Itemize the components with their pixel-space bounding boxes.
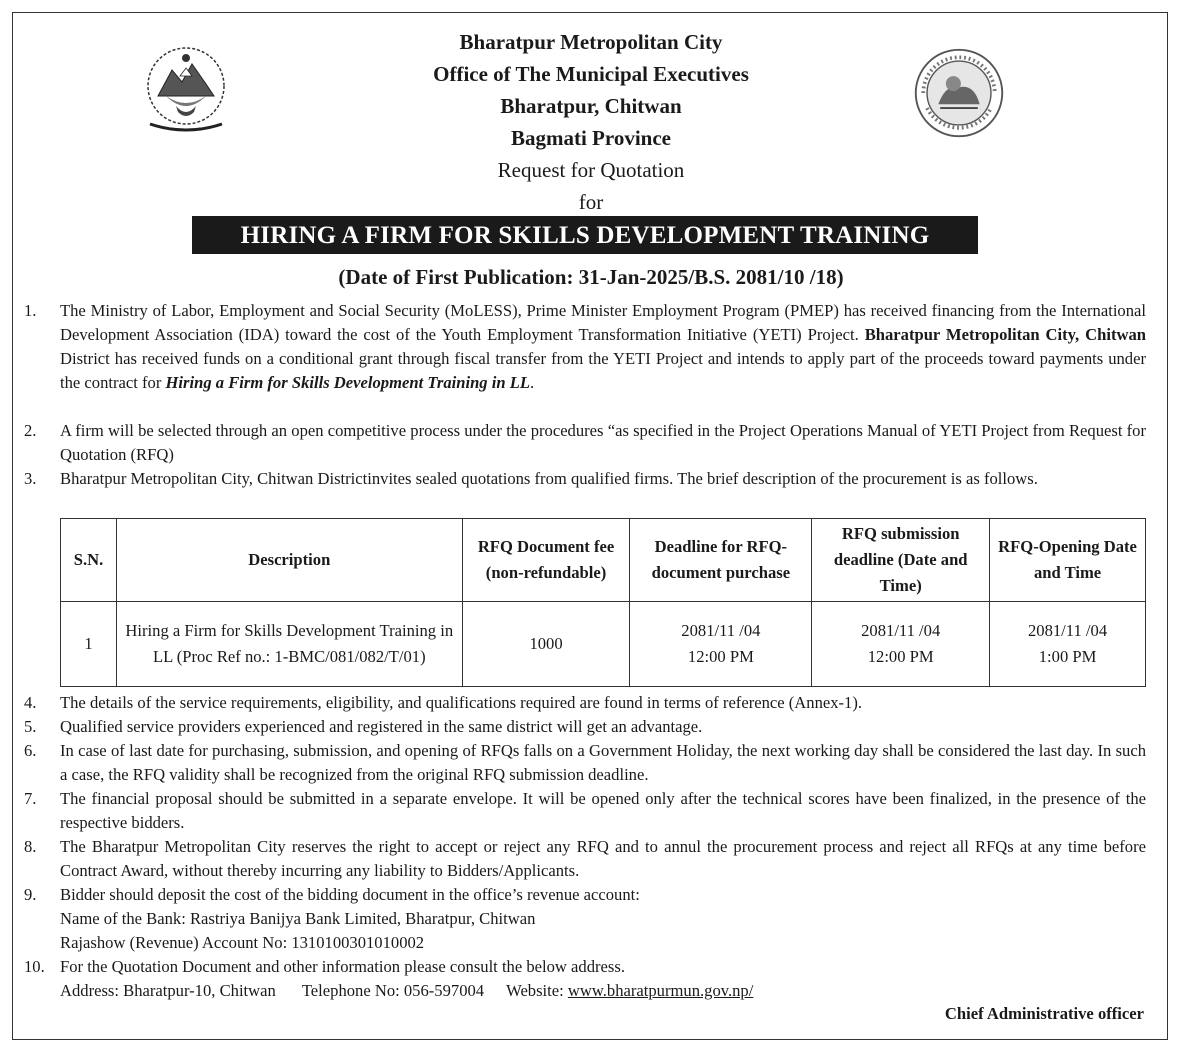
cell-opening [990,602,1146,687]
clause-text [60,955,1146,1003]
clause-text: The Bharatpur Metropolitan City reserves the right to accept or reject any RFQ and to annul the procurement process and reject all RFQs at any time before Contract Award, without thereby incurring any liability to Bidders/Applicants. [60,837,1146,880]
col-header-deadline-purchase: Deadline for RFQ-document purchase [630,519,812,602]
clause-number: 3. [24,469,37,488]
website-link[interactable]: www.bharatpurmun.gov.np/ [567,981,754,1000]
clause-10 [24,955,1146,1003]
table-row [61,602,1146,687]
office-subtitle: Office of The Municipal Executives [433,62,749,86]
procurement-table [60,518,1146,687]
purchase-time: 12:00 PM [687,647,754,666]
submission-date: 2081/11 /04 [861,621,941,640]
col-header-opening: RFQ-Opening Date and Time [990,519,1146,602]
clause-4 [24,691,1146,715]
clause-1-contract-name: Hiring a Firm for Skills Development Training in LL [165,373,531,392]
clause-number: 8. [24,837,37,856]
office-province: Bagmati Province [510,126,671,150]
clause-text: In case of last date for purchasing, submission, and opening of RFQs falls on a Government Holiday, the next working day shall be considered the last day. In such a case, the RFQ validity shall be recognized from the original RFQ submission deadline. [60,741,1146,784]
clause-text: Bharatpur Metropolitan City, Chitwan Districtinvites sealed quotations from qualified firms. The brief description of the procurement is as follows. [60,469,1038,488]
account-number: Rajashow (Revenue) Account No: 1310100301010002 [60,933,425,952]
cell-description: Hiring a Firm for Skills Development Training in LL (Proc Ref no.: 1-BMC/081/082/T/01) [116,602,462,687]
notice-for: for [578,190,604,214]
contact-instruction: For the Quotation Document and other information please consult the below address. [60,957,625,976]
office-header [0,26,1182,218]
clause-number: 5. [24,717,37,736]
opening-date: 2081/11 /04 [1027,621,1108,640]
opening-time: 1:00 PM [1038,647,1097,666]
clause-7 [24,787,1146,835]
clause-number: 10. [24,957,45,976]
contact-line [60,979,1146,1003]
clause-number: 2. [24,421,37,440]
clause-5 [24,715,1146,739]
clause-text: The financial proposal should be submitted in a separate envelope. It will be opened only after the technical scores have been finalized, in the presence of the respective bidders. [60,789,1146,832]
purchase-date: 2081/11 /04 [681,621,761,640]
website-label: Website: [506,981,568,1000]
clause-6 [24,739,1146,787]
office-name: Bharatpur Metropolitan City [459,30,723,54]
clause-1-part-a: The Ministry of Labor, Employment and Social Security (MoLESS), Prime Minister Employment Program (PMEP) has received financing from the International Development Association (IDA) toward the cost of the Youth Employment Transformation Initiative (YETI) Project. [60,301,1146,344]
clause-1 [24,299,1146,395]
col-header-fee: RFQ Document fee (non-refundable) [462,519,630,602]
clause-number: 7. [24,789,37,808]
telephone: Telephone No: 056-597004 [301,981,485,1000]
clause-number: 4. [24,693,37,712]
signatory-title: Chief Administrative officer [944,1004,1144,1023]
office-address: Address: Bharatpur-10, Chitwan [60,981,276,1000]
clause-number: 6. [24,741,37,760]
col-header-sn: S.N. [61,519,117,602]
col-header-deadline-submission: RFQ submission deadline (Date and Time) [812,519,990,602]
clause-1-municipality: Bharatpur Metropolitan City, Chitwan [864,325,1146,344]
clause-text [60,883,1146,955]
clause-number: 1. [24,301,37,320]
clause-1-part-c: District has received funds on a conditional grant through fiscal transfer from the YETI Project and intends to apply part of the proceeds toward payments under the contract for [60,349,1146,392]
cell-sn: 1 [61,602,117,687]
submission-time: 12:00 PM [867,647,934,666]
table-header-row [61,519,1146,602]
office-location: Bharatpur, Chitwan [500,94,682,118]
bank-name: Name of the Bank: Rastriya Banijya Bank Limited, Bharatpur, Chitwan [60,909,536,928]
clause-text: The details of the service requirements, eligibility, and qualifications required are found in terms of reference (Annex-1). [60,693,863,712]
clause-1-end: . [530,373,535,392]
clause-text: Qualified service providers experienced and registered in the same district will get an advantage. [60,717,703,736]
cell-submission-deadline [812,602,990,687]
clause-text [60,299,1146,395]
clause-8 [24,835,1146,883]
clause-number: 9. [24,885,37,904]
clause-3 [24,467,1146,491]
publication-date: (Date of First Publication: 31-Jan-2025/B.S. 2081/10 /18) [338,265,844,289]
notice-title-banner: HIRING A FIRM FOR SKILLS DEVELOPMENT TRAINING [192,216,978,254]
notice-type: Request for Quotation [497,158,685,182]
cell-fee: 1000 [462,602,630,687]
clause-2 [24,419,1146,467]
cell-purchase-deadline [630,602,812,687]
col-header-description: Description [116,519,462,602]
deposit-instruction: Bidder should deposit the cost of the bidding document in the office’s revenue account: [60,885,640,904]
clause-text: A firm will be selected through an open competitive process under the procedures “as specified in the Project Operations Manual of YETI Project from Request for Quotation (RFQ) [60,421,1146,464]
clause-9 [24,883,1146,955]
